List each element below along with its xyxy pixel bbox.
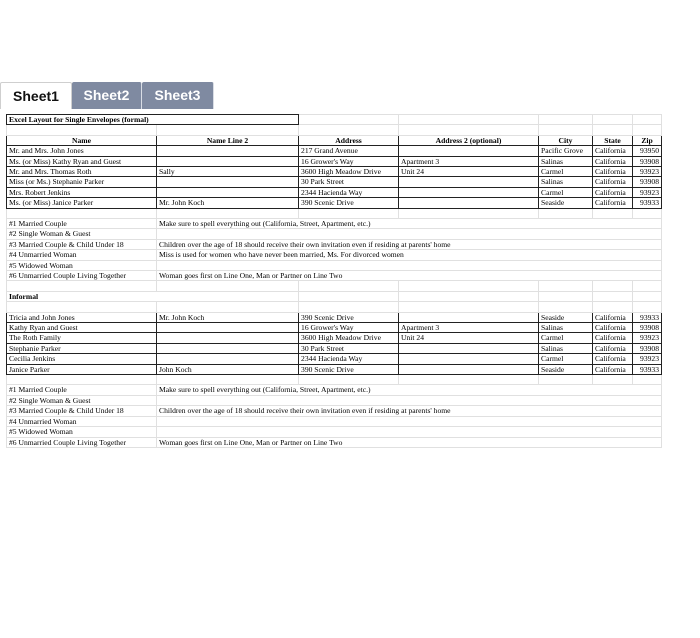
note-text-cell[interactable]: Children over the age of 18 should receive their own invitation even if residing at parents' home [157,239,662,249]
data-cell[interactable]: 93933 [633,312,662,322]
header-row [7,135,662,145]
data-cell[interactable]: Carmel [539,333,593,343]
empty-cell[interactable] [539,302,593,312]
note-text-cell[interactable]: Woman goes first on Line One, Man or Partner on Line Two [157,271,662,281]
note-row [7,250,662,260]
empty-cell[interactable] [633,291,662,301]
column-header[interactable]: Address [299,135,399,145]
empty-cell[interactable] [399,115,539,125]
data-cell[interactable]: 93950 [633,146,662,156]
note-label-cell[interactable]: #4 Unmarried Woman [7,416,157,426]
empty-cell[interactable] [299,281,399,291]
table-row [7,167,662,177]
column-header[interactable]: State [593,135,633,145]
data-cell[interactable] [157,187,299,197]
data-cell[interactable]: 93933 [633,198,662,208]
empty-cell[interactable] [299,115,399,125]
data-cell[interactable]: California [593,312,633,322]
data-cell[interactable]: California [593,333,633,343]
data-cell[interactable] [157,156,299,166]
data-cell[interactable]: 93923 [633,333,662,343]
data-cell[interactable]: Cecilia Jenkins [7,354,157,364]
column-header[interactable]: Zip [633,135,662,145]
empty-cell[interactable] [299,125,399,135]
data-cell[interactable] [157,323,299,333]
note-label-cell[interactable]: #6 Unmarried Couple Living Together [7,437,157,447]
data-cell[interactable]: John Koch [157,364,299,374]
data-cell[interactable]: Tricia and John Jones [7,312,157,322]
note-label-cell[interactable]: #1 Married Couple [7,385,157,395]
data-cell[interactable]: Carmel [539,354,593,364]
note-text-cell[interactable]: Woman goes first on Line One, Man or Partner on Line Two [157,437,662,447]
data-cell[interactable]: Carmel [539,167,593,177]
empty-cell[interactable] [399,291,539,301]
data-cell[interactable]: 93908 [633,156,662,166]
tab-sheet3[interactable]: Sheet3 [142,82,214,109]
data-cell[interactable]: Miss (or Ms.) Stephanie Parker [7,177,157,187]
data-cell[interactable]: 3600 High Meadow Drive [299,333,399,343]
empty-cell[interactable] [539,291,593,301]
data-cell[interactable]: Stephanie Parker [7,343,157,353]
empty-cell[interactable] [7,125,157,135]
empty-row [7,281,662,291]
empty-cell[interactable] [539,115,593,125]
data-cell[interactable]: 93933 [633,364,662,374]
note-row [7,239,662,249]
data-cell[interactable] [399,343,539,353]
data-cell[interactable]: 93908 [633,343,662,353]
empty-cell[interactable] [299,208,399,218]
section-title-row [7,291,662,301]
data-cell[interactable]: Salinas [539,177,593,187]
data-cell[interactable] [399,312,539,322]
note-label-cell[interactable]: #6 Unmarried Couple Living Together [7,271,157,281]
note-label-cell[interactable]: #3 Married Couple & Child Under 18 [7,239,157,249]
empty-cell[interactable] [399,302,539,312]
data-cell[interactable]: Sally [157,167,299,177]
note-row [7,385,662,395]
data-cell[interactable]: 390 Scenic Drive [299,364,399,374]
table-row [7,146,662,156]
data-cell[interactable]: 93923 [633,187,662,197]
empty-row [7,302,662,312]
empty-cell[interactable] [633,281,662,291]
data-cell[interactable]: Apartment 3 [399,156,539,166]
data-cell[interactable]: The Roth Family [7,333,157,343]
data-cell[interactable] [399,364,539,374]
table-row [7,312,662,322]
data-cell[interactable]: Salinas [539,343,593,353]
empty-cell[interactable] [593,115,633,125]
data-cell[interactable]: 16 Grower's Way [299,156,399,166]
sheet-tab-bar [0,82,700,110]
empty-cell[interactable] [157,281,299,291]
note-label-cell[interactable]: #4 Unmarried Woman [7,250,157,260]
data-cell[interactable]: 93923 [633,354,662,364]
empty-row [7,375,662,385]
note-label-cell[interactable]: #2 Single Woman & Guest [7,229,157,239]
data-cell[interactable]: California [593,156,633,166]
empty-cell[interactable] [593,302,633,312]
empty-cell[interactable] [633,208,662,218]
data-cell[interactable]: Unit 24 [399,333,539,343]
data-cell[interactable]: Kathy Ryan and Guest [7,323,157,333]
empty-cell[interactable] [7,375,157,385]
data-cell[interactable]: 93923 [633,167,662,177]
data-cell[interactable] [399,146,539,156]
data-cell[interactable]: Seaside [539,198,593,208]
data-cell[interactable]: 2344 Hacienda Way [299,354,399,364]
note-row [7,219,662,229]
data-cell[interactable]: 30 Park Street [299,177,399,187]
data-cell[interactable]: 217 Grand Avenue [299,146,399,156]
empty-cell[interactable] [399,125,539,135]
data-cell[interactable]: Ms. (or Miss) Kathy Ryan and Guest [7,156,157,166]
data-cell[interactable]: California [593,364,633,374]
note-label-cell[interactable]: #2 Single Woman & Guest [7,395,157,405]
data-cell[interactable]: California [593,177,633,187]
section-title-row [7,115,662,125]
empty-cell[interactable] [299,375,399,385]
empty-cell[interactable] [539,281,593,291]
note-row [7,416,662,426]
data-cell[interactable]: 93908 [633,323,662,333]
table-row [7,156,662,166]
data-cell[interactable]: Ms. (or Miss) Janice Parker [7,198,157,208]
empty-cell[interactable] [539,125,593,135]
data-cell[interactable] [399,198,539,208]
table-row [7,187,662,197]
empty-cell[interactable] [539,208,593,218]
empty-cell[interactable] [633,302,662,312]
tab-sheet1[interactable]: Sheet1 [0,82,72,109]
note-label-cell[interactable]: #1 Married Couple [7,219,157,229]
note-label-cell[interactable]: #3 Married Couple & Child Under 18 [7,406,157,416]
data-cell[interactable]: Pacific Grove [539,146,593,156]
data-cell[interactable]: Carmel [539,187,593,197]
data-cell[interactable]: 93908 [633,177,662,187]
section-title-cell[interactable]: Excel Layout for Single Envelopes (formal) [7,115,299,125]
empty-cell[interactable] [7,281,157,291]
empty-cell[interactable] [7,208,157,218]
data-cell[interactable] [157,146,299,156]
empty-cell[interactable] [157,302,299,312]
note-row [7,229,662,239]
data-cell[interactable]: California [593,187,633,197]
note-row [7,406,662,416]
data-cell[interactable] [399,187,539,197]
data-cell[interactable]: 390 Scenic Drive [299,198,399,208]
table-row [7,333,662,343]
column-header[interactable]: Name Line 2 [157,135,299,145]
cell-table [6,114,662,448]
note-text-cell[interactable] [157,229,662,239]
note-text-cell[interactable]: Miss is used for women who have never been married, Ms. For divorced women [157,250,662,260]
data-cell[interactable] [157,354,299,364]
note-row [7,395,662,405]
data-cell[interactable]: Salinas [539,156,593,166]
data-cell[interactable]: California [593,354,633,364]
empty-cell[interactable] [593,281,633,291]
table-row [7,364,662,374]
data-cell[interactable] [157,343,299,353]
empty-cell[interactable] [157,375,299,385]
data-cell[interactable] [157,333,299,343]
note-label-cell[interactable]: #5 Widowed Woman [7,427,157,437]
spreadsheet-grid [6,114,661,448]
empty-cell[interactable] [399,375,539,385]
data-cell[interactable]: Mr. John Koch [157,198,299,208]
table-row [7,323,662,333]
column-header[interactable]: City [539,135,593,145]
data-cell[interactable]: California [593,198,633,208]
empty-cell[interactable] [633,115,662,125]
data-cell[interactable] [399,354,539,364]
empty-cell[interactable] [399,281,539,291]
note-row [7,437,662,447]
data-cell[interactable]: California [593,146,633,156]
tab-sheet2[interactable]: Sheet2 [72,82,142,109]
data-cell[interactable]: Seaside [539,312,593,322]
note-text-cell[interactable] [157,260,662,270]
data-cell[interactable]: 390 Scenic Drive [299,312,399,322]
data-cell[interactable]: Janice Parker [7,364,157,374]
empty-cell[interactable] [157,125,299,135]
section-title-cell[interactable]: Informal [7,291,299,301]
table-row [7,354,662,364]
note-text-cell[interactable] [157,416,662,426]
empty-cell[interactable] [593,291,633,301]
data-cell[interactable]: California [593,323,633,333]
data-cell[interactable] [157,177,299,187]
empty-cell[interactable] [399,208,539,218]
empty-cell[interactable] [633,375,662,385]
empty-cell[interactable] [157,208,299,218]
data-cell[interactable]: 3600 High Meadow Drive [299,167,399,177]
data-cell[interactable]: 2344 Hacienda Way [299,187,399,197]
data-cell[interactable]: Apartment 3 [399,323,539,333]
table-row [7,177,662,187]
data-cell[interactable]: Salinas [539,323,593,333]
data-cell[interactable]: Mr. John Koch [157,312,299,322]
data-cell[interactable]: Mr. and Mrs. Thomas Roth [7,167,157,177]
data-cell[interactable]: Unit 24 [399,167,539,177]
note-label-cell[interactable]: #5 Widowed Woman [7,260,157,270]
data-cell[interactable]: 16 Grower's Way [299,323,399,333]
data-cell[interactable]: California [593,343,633,353]
empty-cell[interactable] [633,125,662,135]
empty-cell[interactable] [299,302,399,312]
note-text-cell[interactable] [157,395,662,405]
empty-cell[interactable] [299,291,399,301]
empty-cell[interactable] [7,302,157,312]
data-cell[interactable]: Mrs. Robert Jenkins [7,187,157,197]
empty-cell[interactable] [539,375,593,385]
empty-row [7,125,662,135]
table-row [7,198,662,208]
note-text-cell[interactable]: Children over the age of 18 should receive their own invitation even if residing at parents' home [157,406,662,416]
data-cell[interactable]: California [593,167,633,177]
note-row [7,260,662,270]
empty-row [7,208,662,218]
table-row [7,343,662,353]
column-header[interactable]: Address 2 (optional) [399,135,539,145]
empty-cell[interactable] [593,375,633,385]
empty-cell[interactable] [593,125,633,135]
data-cell[interactable]: Seaside [539,364,593,374]
empty-cell[interactable] [593,208,633,218]
data-cell[interactable]: Mr. and Mrs. John Jones [7,146,157,156]
note-text-cell[interactable]: Make sure to spell everything out (California, Street, Apartment, etc.) [157,385,662,395]
column-header[interactable]: Name [7,135,157,145]
note-text-cell[interactable] [157,427,662,437]
note-row [7,271,662,281]
note-row [7,427,662,437]
data-cell[interactable]: 30 Park Street [299,343,399,353]
data-cell[interactable] [399,177,539,187]
note-text-cell[interactable]: Make sure to spell everything out (California, Street, Apartment, etc.) [157,219,662,229]
